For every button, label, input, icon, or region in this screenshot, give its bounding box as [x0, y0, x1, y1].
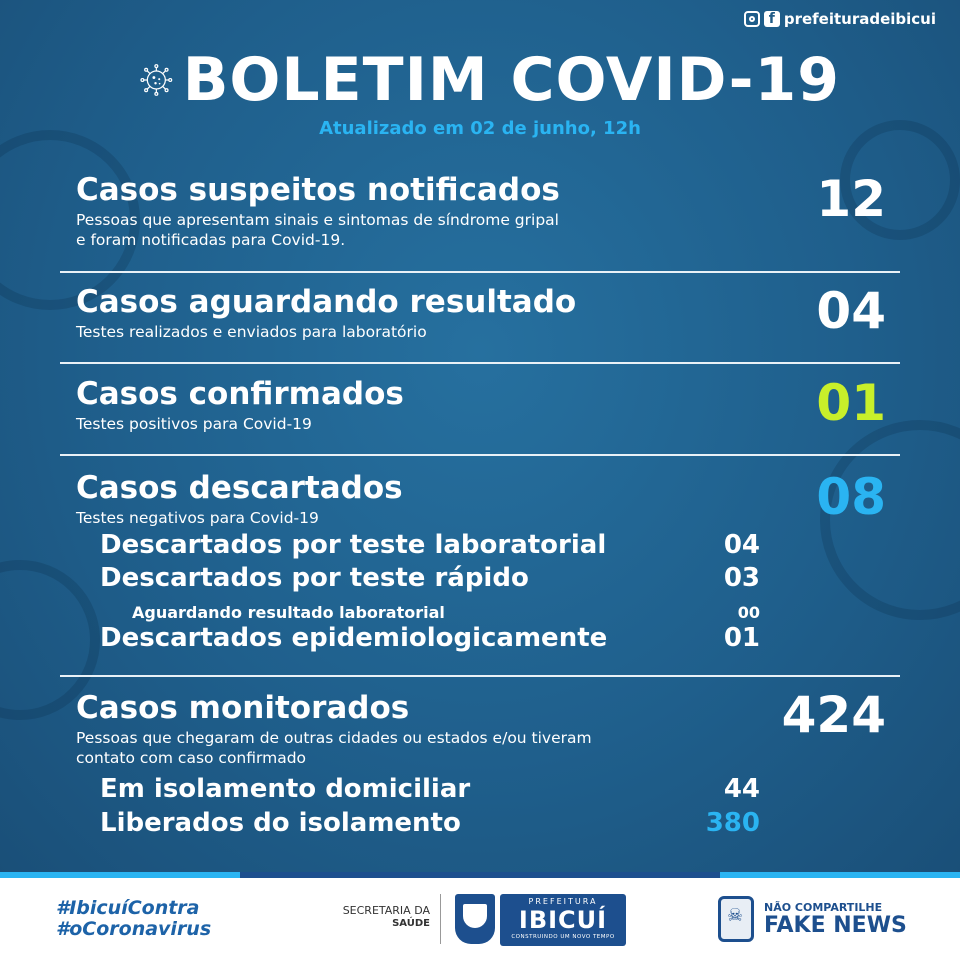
fake-news-line: FAKE NEWS — [764, 912, 907, 938]
section-description: Testes positivos para Covid-19 — [76, 415, 312, 433]
section-divider — [60, 675, 900, 677]
prefeitura-logo — [500, 894, 626, 946]
section-divider — [60, 271, 900, 273]
item-label: Em isolamento domiciliar — [100, 774, 471, 804]
item-value: 01 — [723, 623, 760, 653]
footer-stripe — [240, 872, 720, 878]
social-handle-text: prefeituradeibicui — [783, 10, 936, 28]
section-description: Testes negativos para Covid-19 — [76, 509, 319, 527]
logo-slogan: CONSTRUINDO UM NOVO TEMPO — [511, 934, 615, 940]
item-value: 04 — [723, 530, 760, 560]
section-title: Casos confirmados — [76, 376, 404, 412]
list-item — [132, 603, 760, 622]
section-descartados — [60, 464, 900, 527]
section-description: Testes realizados e enviados para laboratório — [76, 323, 427, 341]
header — [140, 40, 840, 120]
section-monitorados — [60, 682, 900, 772]
logo-top-text: PREFEITURA — [528, 897, 598, 906]
section-divider — [60, 362, 900, 364]
section-description — [76, 728, 592, 768]
item-value: 44 — [723, 774, 760, 804]
description-line: Pessoas que apresentam sinais e sintomas de síndrome gripal — [76, 211, 559, 229]
monitorados-count: 424 — [781, 686, 886, 744]
virus-icon — [140, 41, 173, 119]
description-line: Pessoas que chegaram de outras cidades ou estados e/ou tiveram — [76, 729, 592, 747]
item-value: 03 — [723, 563, 760, 593]
footer-divider — [440, 894, 441, 944]
section-suspeitos — [60, 170, 900, 270]
item-label: Descartados epidemiologicamente — [100, 623, 608, 653]
instagram-icon — [744, 11, 760, 27]
item-value: 00 — [737, 603, 760, 622]
hashtag-line: #oCoronavirus — [56, 918, 212, 940]
section-title: Casos descartados — [76, 470, 403, 506]
phone-skull-icon: ☠ — [718, 896, 754, 942]
city-crest-icon — [455, 894, 495, 944]
list-item — [100, 774, 760, 804]
secretaria-label — [330, 904, 430, 930]
fake-news-badge — [718, 894, 918, 944]
update-timestamp: Atualizado em 02 de junho, 12h — [319, 118, 641, 139]
social-handle — [744, 8, 936, 30]
list-item — [100, 563, 760, 593]
confirmados-count: 01 — [816, 374, 886, 432]
description-line: e foram notificadas para Covid-19. — [76, 231, 346, 249]
item-label: Aguardando resultado laboratorial — [132, 603, 445, 622]
descartados-count: 08 — [816, 468, 886, 526]
footer — [0, 878, 960, 960]
secretaria-line: SAÚDE — [392, 918, 430, 929]
section-aguardando — [60, 280, 900, 360]
hashtag-line: #IbicuíContra — [56, 897, 200, 919]
section-description — [76, 210, 559, 250]
list-item — [100, 530, 760, 560]
section-title: Casos monitorados — [76, 690, 410, 726]
list-item — [100, 808, 760, 838]
section-confirmados — [60, 372, 900, 452]
fake-news-line: NÃO COMPARTILHE — [764, 900, 883, 914]
item-label: Descartados por teste rápido — [100, 563, 529, 593]
section-divider — [60, 454, 900, 456]
suspeitos-count: 12 — [816, 170, 886, 228]
item-label: Liberados do isolamento — [100, 808, 461, 838]
campaign-hashtag — [56, 898, 211, 940]
page-title: BOLETIM COVID-19 — [182, 45, 840, 115]
aguardando-count: 04 — [816, 282, 886, 340]
footer-stripe — [720, 872, 960, 878]
item-value: 380 — [705, 808, 760, 838]
footer-stripe — [0, 872, 240, 878]
facebook-icon: f — [764, 11, 780, 27]
list-item — [100, 623, 760, 653]
section-title: Casos suspeitos notificados — [76, 172, 560, 208]
logo-name: IBICUÍ — [518, 906, 608, 934]
description-line: contato com caso confirmado — [76, 749, 307, 767]
item-label: Descartados por teste laboratorial — [100, 530, 607, 560]
section-title: Casos aguardando resultado — [76, 284, 577, 320]
secretaria-line: SECRETARIA DA — [342, 904, 430, 917]
